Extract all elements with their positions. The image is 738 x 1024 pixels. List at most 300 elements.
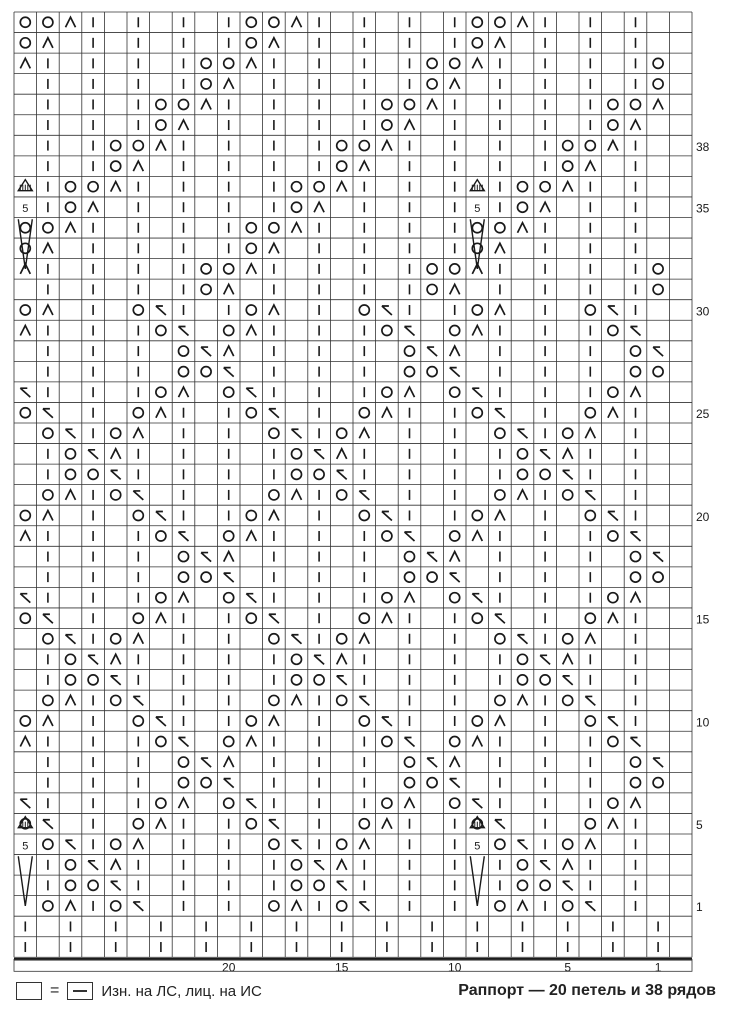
k2tog-left-icon: [495, 38, 505, 48]
yarn-over-circle-icon: [201, 79, 211, 89]
yarn-over-circle-icon: [292, 675, 302, 685]
k2tog-left-icon: [585, 902, 595, 911]
yarn-over-circle-icon: [156, 326, 166, 336]
k2tog-left-icon: [337, 881, 347, 890]
yarn-over-circle-icon: [631, 778, 641, 788]
k2tog-left-icon: [20, 799, 30, 808]
yarn-over-circle-icon: [608, 798, 618, 808]
yarn-over-circle-icon: [427, 264, 437, 274]
k2tog-left-icon: [631, 387, 641, 397]
yarn-over-circle-icon: [450, 737, 460, 747]
yarn-over-circle-icon: [269, 901, 279, 911]
k2tog-left-icon: [359, 839, 369, 849]
yarn-over-circle-icon: [359, 613, 369, 623]
k2tog-left-icon: [631, 532, 641, 541]
k2tog-left-icon: [405, 593, 415, 603]
k2tog-left-icon: [382, 511, 392, 520]
yarn-over-circle-icon: [427, 778, 437, 788]
yarn-over-circle-icon: [133, 819, 143, 829]
k2tog-left-icon: [518, 429, 528, 438]
k2tog-left-icon: [427, 347, 437, 356]
yarn-over-circle-icon: [427, 572, 437, 582]
k2tog-left-icon: [66, 695, 76, 705]
k2tog-left-icon: [246, 388, 256, 397]
yarn-over-circle-icon: [66, 880, 76, 890]
k2tog-left-icon: [405, 327, 415, 336]
yarn-over-circle-icon: [405, 367, 415, 377]
yarn-over-circle-icon: [405, 778, 415, 788]
yarn-over-circle-icon: [427, 284, 437, 294]
k2tog-left-icon: [314, 655, 324, 664]
yarn-over-circle-icon: [246, 243, 256, 253]
yarn-over-circle-icon: [111, 141, 121, 151]
k2tog-left-icon: [43, 510, 53, 520]
k2tog-left-icon: [450, 552, 460, 562]
k2tog-left-icon: [563, 449, 573, 459]
k2tog-left-icon: [450, 779, 460, 788]
yarn-over-circle-icon: [20, 716, 30, 726]
k2tog-left-icon: [563, 470, 573, 479]
yarn-over-circle-icon: [269, 428, 279, 438]
yarn-over-circle-icon: [653, 572, 663, 582]
column-label: 15: [335, 960, 349, 975]
yarn-over-circle-icon: [382, 798, 392, 808]
k2tog-left-icon: [608, 141, 618, 151]
yarn-over-circle-icon: [495, 17, 505, 27]
yarn-over-circle-icon: [179, 99, 189, 109]
k2tog-left-icon: [179, 120, 189, 130]
k2tog-left-icon: [88, 202, 98, 212]
yarn-over-circle-icon: [405, 346, 415, 356]
yarn-over-circle-icon: [269, 634, 279, 644]
k2tog-left-icon: [540, 861, 550, 870]
k2tog-left-icon: [405, 532, 415, 541]
yarn-over-circle-icon: [495, 634, 505, 644]
k2tog-left-icon: [427, 553, 437, 562]
column-label: 1: [654, 960, 662, 975]
k2tog-left-icon: [66, 901, 76, 911]
yarn-over-circle-icon: [292, 469, 302, 479]
yarn-over-circle-icon: [518, 202, 528, 212]
row-label: 5: [696, 818, 703, 832]
yarn-over-circle-icon: [359, 510, 369, 520]
yarn-over-circle-icon: [337, 634, 347, 644]
k2tog-left-icon: [292, 490, 302, 500]
k2tog-left-icon: [156, 819, 166, 829]
yarn-over-circle-icon: [43, 17, 53, 27]
yarn-over-circle-icon: [585, 408, 595, 418]
k2tog-left-icon: [608, 511, 618, 520]
yarn-over-circle-icon: [382, 120, 392, 130]
k2tog-left-icon: [653, 99, 663, 109]
yarn-over-circle-icon: [20, 613, 30, 623]
k2tog-left-icon: [427, 99, 437, 109]
k2tog-left-icon: [111, 676, 121, 685]
yarn-over-circle-icon: [88, 182, 98, 192]
yarn-over-circle-icon: [111, 161, 121, 171]
k2tog-left-icon: [337, 676, 347, 685]
legend-text: Изн. на ЛС, лиц. на ИС: [101, 982, 262, 1000]
yarn-over-circle-icon: [540, 469, 550, 479]
yarn-over-circle-icon: [472, 38, 482, 48]
yarn-over-circle-icon: [201, 284, 211, 294]
yarn-over-circle-icon: [179, 552, 189, 562]
k2tog-left-icon: [20, 388, 30, 397]
yarn-over-circle-icon: [608, 387, 618, 397]
yarn-over-circle-icon: [472, 17, 482, 27]
yarn-over-circle-icon: [269, 17, 279, 27]
k2tog-left-icon: [585, 428, 595, 438]
k2tog-left-icon: [224, 284, 234, 294]
k2tog-left-icon: [472, 326, 482, 336]
k2tog-left-icon: [20, 594, 30, 603]
k2tog-left-icon: [179, 387, 189, 397]
k2tog-left-icon: [518, 490, 528, 500]
motif-label: 5: [474, 203, 481, 216]
k2tog-left-icon: [450, 346, 460, 356]
k2tog-left-icon: [359, 491, 369, 500]
yarn-over-circle-icon: [156, 798, 166, 808]
yarn-over-circle-icon: [66, 182, 76, 192]
yarn-over-circle-icon: [495, 839, 505, 849]
yarn-over-circle-icon: [450, 326, 460, 336]
yarn-over-circle-icon: [382, 387, 392, 397]
column-label: 10: [448, 960, 462, 975]
k2tog-left-icon: [66, 490, 76, 500]
yarn-over-circle-icon: [405, 572, 415, 582]
motif-label: 5: [22, 840, 29, 853]
k2tog-left-icon: [66, 17, 76, 27]
k2tog-left-icon: [224, 79, 234, 89]
yarn-over-circle-icon: [20, 38, 30, 48]
yarn-over-circle-icon: [20, 305, 30, 315]
row-label: 35: [696, 201, 710, 216]
yarn-over-circle-icon: [337, 901, 347, 911]
k2tog-left-icon: [292, 223, 302, 233]
k2tog-left-icon: [563, 860, 573, 870]
motif-label: 5: [474, 840, 481, 853]
yarn-over-circle-icon: [585, 613, 595, 623]
yarn-over-circle-icon: [43, 695, 53, 705]
k2tog-left-icon: [156, 717, 166, 726]
k2tog-left-icon: [66, 635, 76, 644]
yarn-over-circle-icon: [20, 17, 30, 27]
yarn-over-circle-icon: [179, 572, 189, 582]
k2tog-left-icon: [292, 635, 302, 644]
yarn-over-circle-icon: [563, 490, 573, 500]
k2tog-left-icon: [111, 470, 121, 479]
yarn-over-circle-icon: [133, 141, 143, 151]
k2tog-left-icon: [563, 182, 573, 192]
yarn-over-circle-icon: [133, 716, 143, 726]
k2tog-left-icon: [224, 757, 234, 767]
yarn-over-circle-icon: [631, 757, 641, 767]
yarn-over-circle-icon: [540, 182, 550, 192]
k2tog-left-icon: [20, 58, 30, 68]
yarn-over-circle-icon: [156, 531, 166, 541]
yarn-over-circle-icon: [585, 510, 595, 520]
k2tog-left-icon: [156, 141, 166, 151]
k2tog-left-icon: [608, 613, 618, 623]
yarn-over-circle-icon: [201, 264, 211, 274]
purl-dash-icon: [67, 982, 93, 1000]
yarn-over-circle-icon: [246, 305, 256, 315]
k2tog-left-icon: [179, 798, 189, 808]
yarn-over-circle-icon: [653, 264, 663, 274]
k2tog-left-icon: [269, 510, 279, 520]
yarn-over-circle-icon: [608, 99, 618, 109]
k2tog-left-icon: [608, 408, 618, 418]
yarn-over-circle-icon: [585, 819, 595, 829]
yarn-over-circle-icon: [66, 675, 76, 685]
k2tog-left-icon: [246, 799, 256, 808]
yarn-over-circle-icon: [631, 572, 641, 582]
k2tog-left-icon: [472, 799, 482, 808]
k2tog-left-icon: [156, 306, 166, 315]
yarn-over-circle-icon: [88, 675, 98, 685]
yarn-over-circle-icon: [292, 182, 302, 192]
yarn-over-circle-icon: [337, 490, 347, 500]
yarn-over-circle-icon: [224, 387, 234, 397]
yarn-over-circle-icon: [156, 387, 166, 397]
yarn-over-circle-icon: [563, 161, 573, 171]
k2tog-left-icon: [179, 738, 189, 747]
yarn-over-circle-icon: [111, 695, 121, 705]
k2tog-left-icon: [292, 695, 302, 705]
yarn-over-circle-icon: [382, 737, 392, 747]
k2tog-left-icon: [585, 161, 595, 171]
yarn-over-circle-icon: [111, 634, 121, 644]
yarn-over-circle-icon: [518, 654, 528, 664]
yarn-over-circle-icon: [585, 716, 595, 726]
yarn-over-circle-icon: [608, 120, 618, 130]
k2tog-left-icon: [518, 695, 528, 705]
row-label: 25: [696, 407, 710, 421]
k2tog-left-icon: [43, 820, 53, 829]
k2tog-left-icon: [540, 202, 550, 212]
row-label: 15: [696, 612, 710, 627]
yarn-over-circle-icon: [292, 654, 302, 664]
yarn-over-circle-icon: [653, 778, 663, 788]
yarn-over-circle-icon: [427, 58, 437, 68]
yarn-over-circle-icon: [563, 428, 573, 438]
yarn-over-circle-icon: [111, 428, 121, 438]
yarn-over-circle-icon: [111, 901, 121, 911]
yarn-over-circle-icon: [495, 223, 505, 233]
k2tog-left-icon: [224, 779, 234, 788]
k2tog-left-icon: [608, 306, 618, 315]
row-label: 10: [696, 715, 710, 730]
yarn-over-circle-icon: [653, 284, 663, 294]
k2tog-left-icon: [246, 58, 256, 68]
column-label: 5: [564, 960, 572, 975]
yarn-over-circle-icon: [246, 613, 256, 623]
k2tog-left-icon: [382, 408, 392, 418]
k2tog-left-icon: [20, 737, 30, 747]
k2tog-left-icon: [66, 223, 76, 233]
k2tog-left-icon: [133, 161, 143, 171]
row-label: 38: [696, 139, 710, 154]
k2tog-left-icon: [518, 840, 528, 849]
yarn-over-circle-icon: [495, 428, 505, 438]
k2tog-left-icon: [405, 120, 415, 130]
k2tog-left-icon: [246, 594, 256, 603]
k2tog-left-icon: [43, 305, 53, 315]
yarn-over-circle-icon: [382, 531, 392, 541]
yarn-over-circle-icon: [359, 716, 369, 726]
yarn-over-circle-icon: [66, 860, 76, 870]
yarn-over-circle-icon: [133, 408, 143, 418]
k2tog-left-icon: [314, 202, 324, 212]
k2tog-left-icon: [43, 409, 53, 418]
yarn-over-circle-icon: [179, 346, 189, 356]
yarn-over-circle-icon: [224, 264, 234, 274]
yarn-over-circle-icon: [43, 428, 53, 438]
k2tog-left-icon: [337, 449, 347, 459]
k2tog-left-icon: [631, 593, 641, 603]
yarn-over-circle-icon: [427, 367, 437, 377]
yarn-over-circle-icon: [88, 469, 98, 479]
k2tog-left-icon: [224, 346, 234, 356]
k2tog-left-icon: [66, 429, 76, 438]
k2tog-left-icon: [563, 881, 573, 890]
yarn-over-circle-icon: [631, 552, 641, 562]
k2tog-left-icon: [495, 614, 505, 623]
k2tog-left-icon: [518, 635, 528, 644]
k2tog-left-icon: [43, 716, 53, 726]
k2tog-left-icon: [111, 449, 121, 459]
k2tog-left-icon: [405, 738, 415, 747]
row-label: 1: [696, 900, 703, 915]
yarn-over-circle-icon: [359, 141, 369, 151]
k2tog-left-icon: [246, 326, 256, 336]
k2tog-left-icon: [518, 223, 528, 233]
k2tog-left-icon: [450, 757, 460, 767]
yarn-over-circle-icon: [156, 737, 166, 747]
yarn-over-circle-icon: [43, 839, 53, 849]
k2tog-left-icon: [111, 182, 121, 192]
yarn-over-circle-icon: [631, 367, 641, 377]
k2tog-left-icon: [133, 428, 143, 438]
yarn-over-circle-icon: [472, 510, 482, 520]
k2tog-left-icon: [631, 120, 641, 130]
yarn-over-circle-icon: [337, 141, 347, 151]
k2tog-left-icon: [66, 840, 76, 849]
yarn-over-circle-icon: [450, 798, 460, 808]
k2tog-left-icon: [292, 901, 302, 911]
yarn-over-circle-icon: [405, 99, 415, 109]
yarn-over-circle-icon: [585, 305, 595, 315]
k2tog-left-icon: [382, 306, 392, 315]
k2tog-left-icon: [292, 17, 302, 27]
yarn-over-circle-icon: [20, 510, 30, 520]
yarn-over-circle-icon: [450, 531, 460, 541]
k2tog-left-icon: [224, 552, 234, 562]
k2tog-left-icon: [540, 655, 550, 664]
yarn-over-circle-icon: [133, 305, 143, 315]
yarn-over-circle-icon: [20, 408, 30, 418]
yarn-over-circle-icon: [382, 593, 392, 603]
k2tog-left-icon: [111, 881, 121, 890]
yarn-over-circle-icon: [314, 182, 324, 192]
k2tog-left-icon: [224, 573, 234, 582]
yarn-over-circle-icon: [608, 737, 618, 747]
yarn-over-circle-icon: [427, 79, 437, 89]
k2tog-left-icon: [337, 654, 347, 664]
yarn-over-circle-icon: [111, 490, 121, 500]
k2tog-left-icon: [88, 861, 98, 870]
yarn-over-circle-icon: [563, 141, 573, 151]
k2tog-left-icon: [518, 901, 528, 911]
k2tog-left-icon: [427, 758, 437, 767]
yarn-over-circle-icon: [495, 490, 505, 500]
yarn-over-circle-icon: [179, 757, 189, 767]
k2tog-left-icon: [382, 613, 392, 623]
yarn-over-circle-icon: [359, 819, 369, 829]
k2tog-left-icon: [269, 305, 279, 315]
yarn-over-circle-icon: [66, 469, 76, 479]
k2tog-left-icon: [156, 408, 166, 418]
k2tog-left-icon: [269, 38, 279, 48]
yarn-over-circle-icon: [382, 99, 392, 109]
axis-band: [14, 959, 692, 971]
k2tog-left-icon: [631, 738, 641, 747]
yarn-over-circle-icon: [631, 99, 641, 109]
k2tog-left-icon: [292, 429, 302, 438]
k2tog-left-icon: [359, 161, 369, 171]
k2tog-left-icon: [314, 450, 324, 459]
k2tog-left-icon: [156, 511, 166, 520]
k2tog-left-icon: [359, 634, 369, 644]
yarn-over-circle-icon: [66, 202, 76, 212]
k2tog-left-icon: [133, 634, 143, 644]
yarn-over-circle-icon: [156, 120, 166, 130]
yarn-over-circle-icon: [472, 613, 482, 623]
yarn-over-circle-icon: [246, 408, 256, 418]
yarn-over-circle-icon: [201, 778, 211, 788]
k2tog-left-icon: [495, 820, 505, 829]
yarn-over-circle-icon: [292, 449, 302, 459]
k2tog-left-icon: [111, 860, 121, 870]
k2tog-left-icon: [472, 594, 482, 603]
k2tog-left-icon: [540, 450, 550, 459]
yarn-over-circle-icon: [540, 675, 550, 685]
k2tog-left-icon: [133, 696, 143, 705]
k2tog-left-icon: [653, 347, 663, 356]
k2tog-left-icon: [88, 655, 98, 664]
yarn-over-circle-icon: [292, 860, 302, 870]
yarn-over-circle-icon: [224, 798, 234, 808]
k2tog-left-icon: [179, 327, 189, 336]
k2tog-left-icon: [133, 902, 143, 911]
k2tog-left-icon: [314, 861, 324, 870]
yarn-over-circle-icon: [472, 716, 482, 726]
k2tog-left-icon: [201, 553, 211, 562]
k2tog-left-icon: [337, 470, 347, 479]
k2tog-left-icon: [43, 243, 53, 253]
yarn-over-circle-icon: [337, 428, 347, 438]
yarn-over-circle-icon: [246, 819, 256, 829]
k2tog-left-icon: [292, 840, 302, 849]
yarn-over-circle-icon: [337, 839, 347, 849]
yarn-over-circle-icon: [314, 469, 324, 479]
k2tog-left-icon: [133, 491, 143, 500]
yarn-over-circle-icon: [653, 58, 663, 68]
yarn-over-circle-icon: [495, 695, 505, 705]
k2tog-left-icon: [20, 326, 30, 336]
yarn-over-circle-icon: [314, 880, 324, 890]
k2tog-left-icon: [133, 839, 143, 849]
